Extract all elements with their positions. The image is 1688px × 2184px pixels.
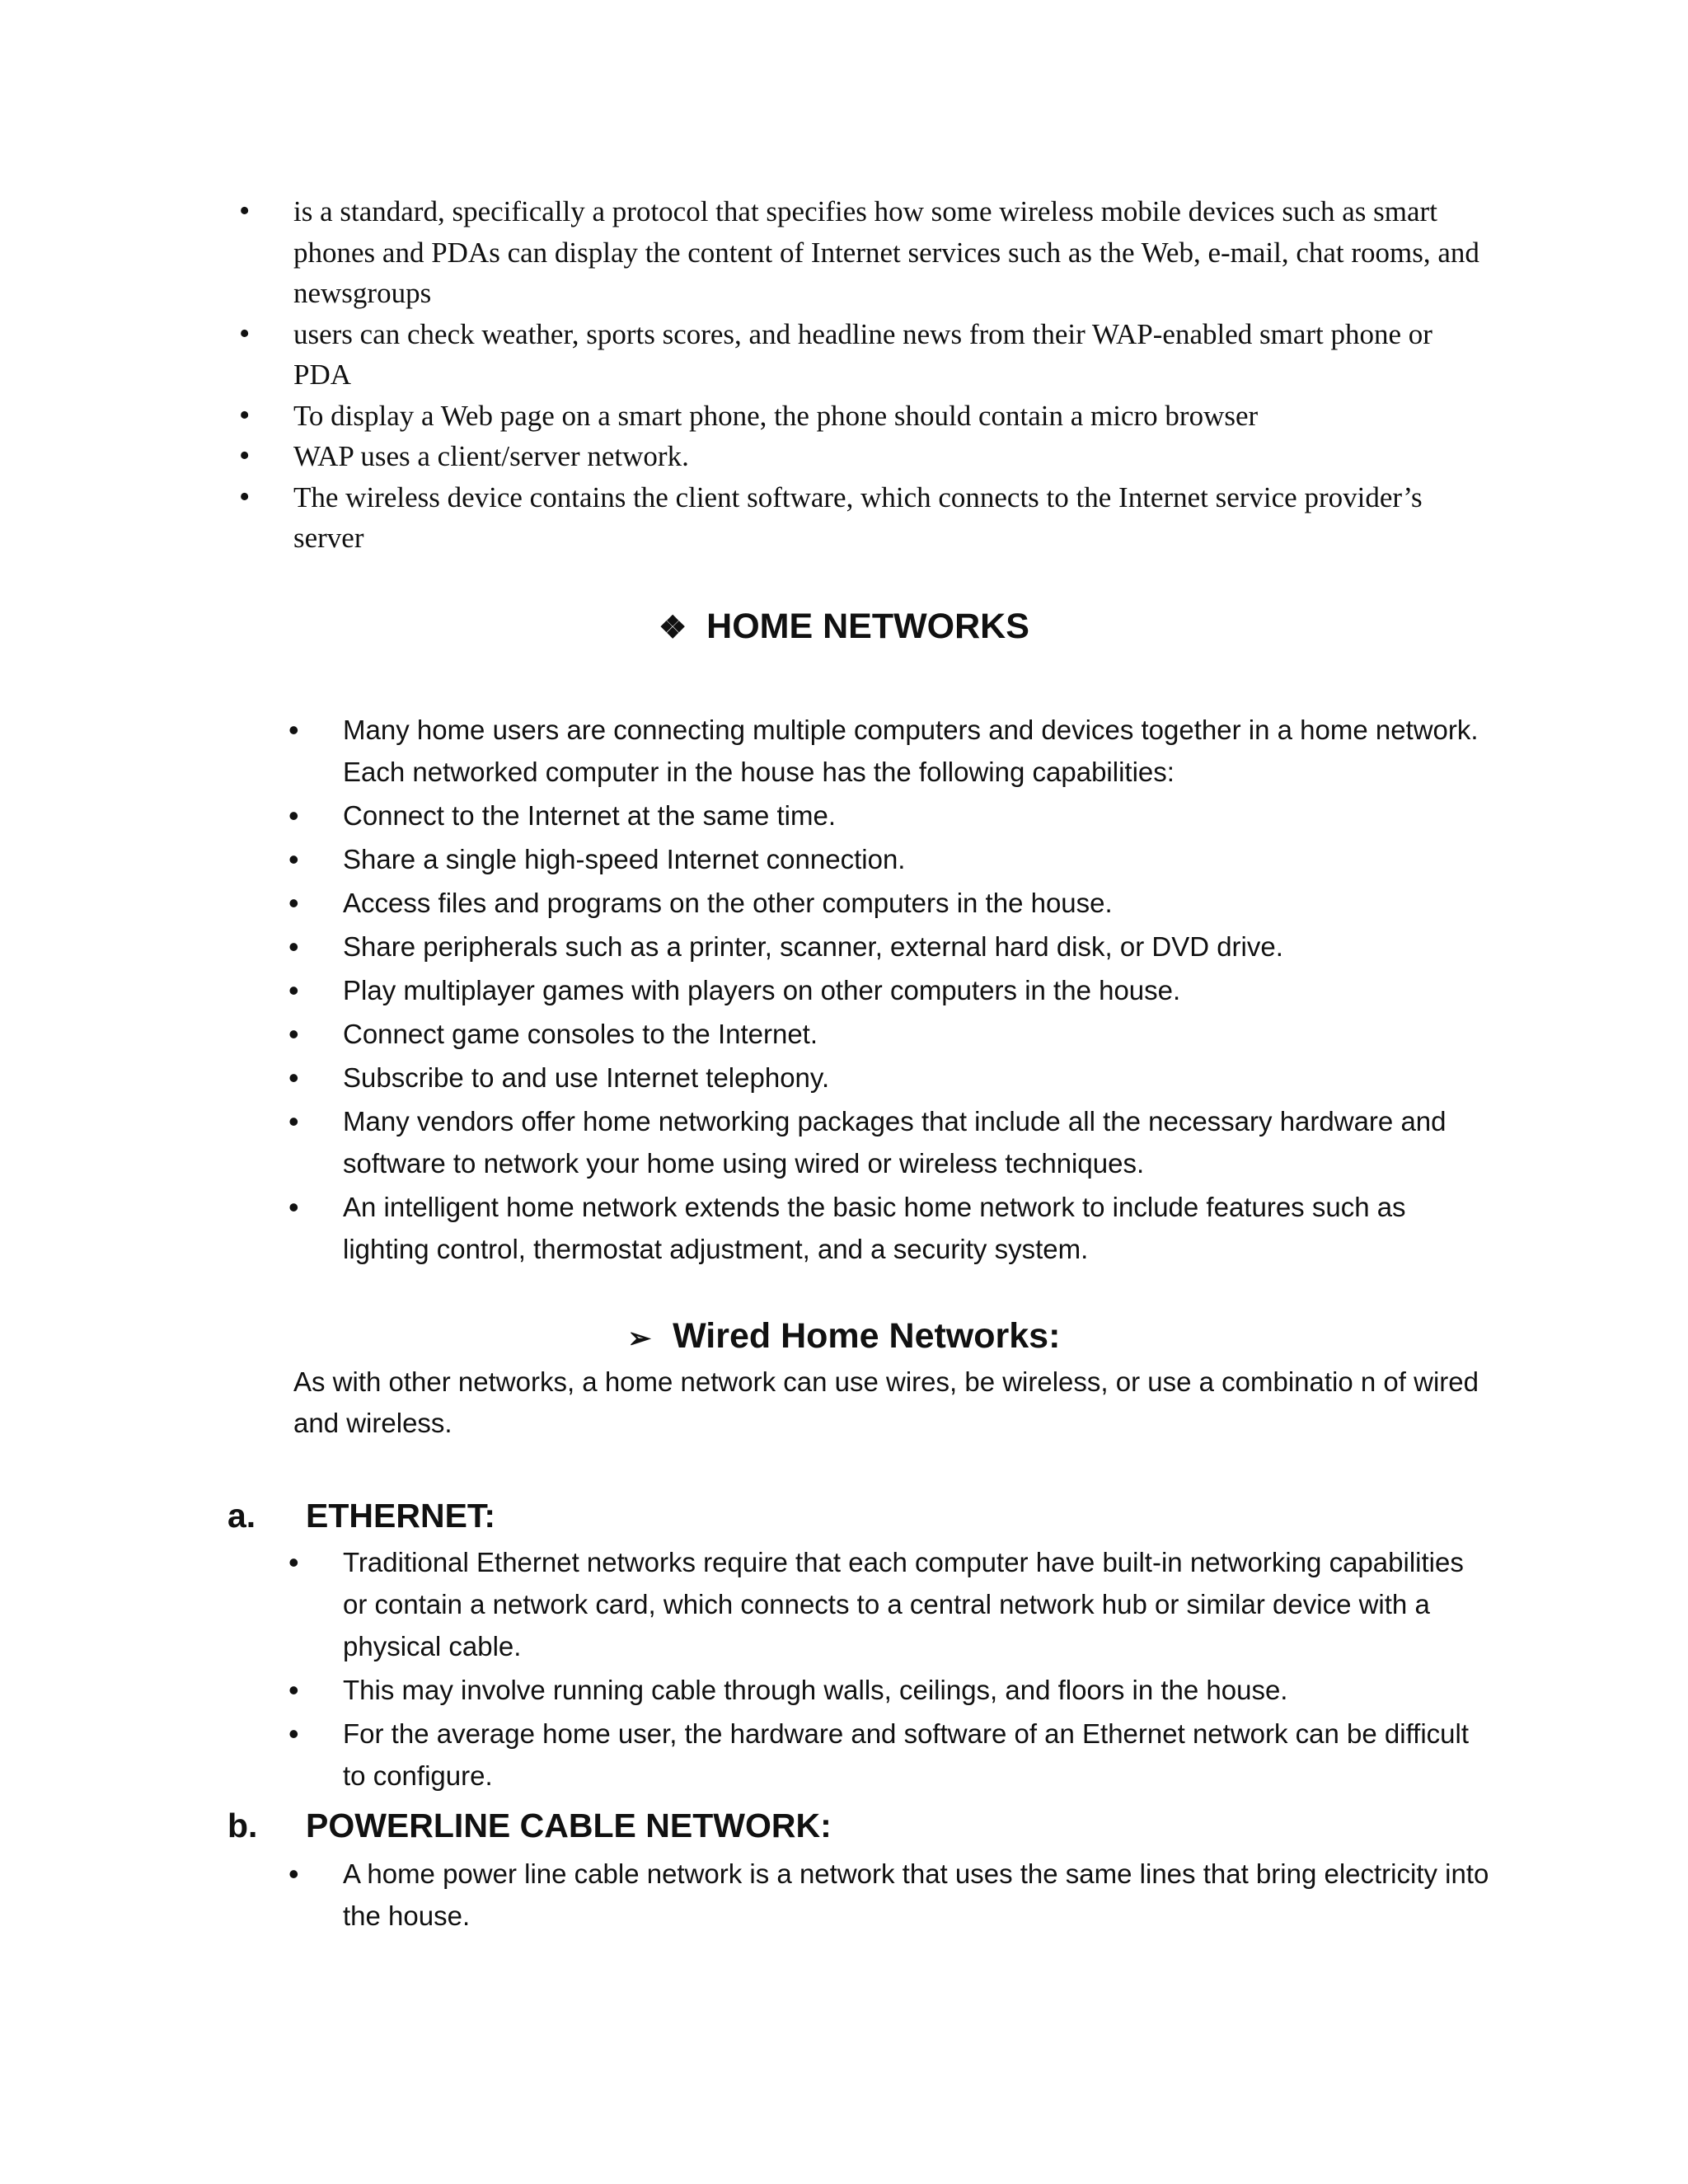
- heading-text: HOME NETWORKS: [706, 607, 1029, 646]
- list-item: • A home power line cable network is a network that uses the same lines that bring electricity into the house.: [288, 1853, 1492, 1937]
- arrow-bullet-icon: ➢: [627, 1323, 652, 1354]
- wired-intro-paragraph: As with other networks, a home network can use wires, be wireless, or use a combinatio n of wired and wireless.: [293, 1366, 1479, 1438]
- list-item: • Connect game consoles to the Internet.: [288, 1013, 1492, 1055]
- section-title: ETHERNET:: [306, 1497, 496, 1535]
- heading-text: Wired Home Networks:: [673, 1316, 1061, 1356]
- home-networks-heading: [0, 607, 1688, 647]
- list-item: • Play multiplayer games with players on other computers in the house.: [288, 969, 1492, 1011]
- list-item: • The wireless device contains the client software, which connects to the Internet service provider’s server: [239, 477, 1492, 559]
- list-item: • Many home users are connecting multiple computers and devices together in a home network. Each networked computer in the house has the following capabilities:: [288, 709, 1492, 793]
- powerline-list: [288, 1853, 1492, 1938]
- list-item: • Many vendors offer home networking packages that include all the necessary hardware and software to network your home using wired or wireless techniques.: [288, 1100, 1492, 1184]
- list-item: • To display a Web page on a smart phone, the phone should contain a micro browser: [239, 396, 1492, 437]
- section-letter: a.: [227, 1497, 256, 1535]
- list-item: • users can check weather, sports scores, and headline news from their WAP-enabled smart phone or PDA: [239, 314, 1492, 396]
- powerline-heading: [227, 1807, 832, 1845]
- ethernet-heading: [227, 1497, 495, 1535]
- ethernet-list: [288, 1541, 1492, 1798]
- list-item: • Subscribe to and use Internet telephony.: [288, 1057, 1492, 1099]
- section-letter: b.: [227, 1807, 258, 1844]
- list-item: • WAP uses a client/server network.: [239, 436, 1492, 477]
- list-item: • Traditional Ethernet networks require that each computer have built-in networking capabilities or contain a network card, which connects to a central network hub or similar device with a physical cable.: [288, 1541, 1492, 1667]
- list-item: • This may involve running cable through walls, ceilings, and floors in the house.: [288, 1669, 1492, 1711]
- diamond-bullet-icon: ❖: [659, 611, 687, 645]
- wap-bullet-list: [239, 191, 1492, 559]
- list-item: • Connect to the Internet at the same time.: [288, 794, 1492, 837]
- list-item: • For the average home user, the hardware and software of an Ethernet network can be difficult to configure.: [288, 1713, 1492, 1797]
- section-title: POWERLINE CABLE NETWORK:: [306, 1807, 832, 1844]
- home-networks-list: [288, 709, 1492, 1272]
- list-item: • An intelligent home network extends the basic home network to include features such as lighting control, thermostat adjustment, and a security system.: [288, 1186, 1492, 1270]
- list-item: • Share peripherals such as a printer, scanner, external hard disk, or DVD drive.: [288, 926, 1492, 968]
- list-item: • Access files and programs on the other computers in the house.: [288, 882, 1492, 924]
- wired-home-networks-heading: [0, 1316, 1688, 1357]
- list-item: • is a standard, specifically a protocol that specifies how some wireless mobile devices such as smart phones and PDAs can display the content of Internet services such as the Web, e-mail, chat rooms, and newsgroups: [239, 191, 1492, 314]
- list-item: • Share a single high-speed Internet connection.: [288, 838, 1492, 880]
